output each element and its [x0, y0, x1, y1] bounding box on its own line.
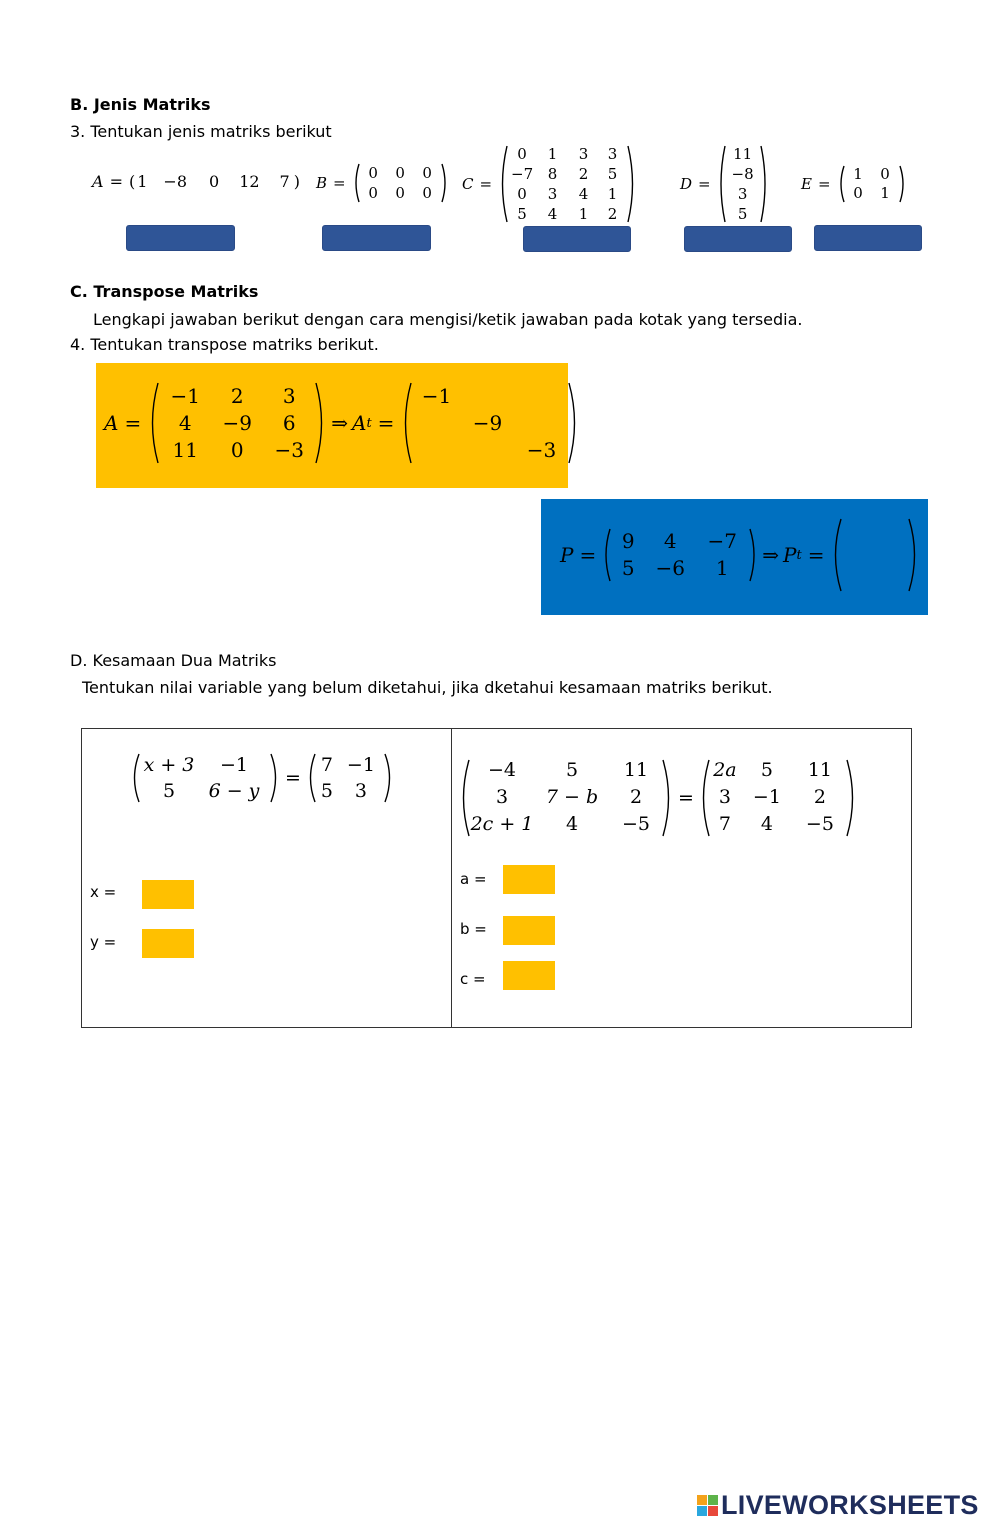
logo-text: LIVEWORKSHEETS [721, 1490, 979, 1520]
matrix-b-cell: 0 [368, 184, 378, 202]
implies-arrow: ⇒ [762, 543, 779, 567]
left-paren [130, 752, 140, 804]
matrix-e: E = 1 0 0 1 [801, 164, 907, 204]
matrix-c-cell: 3 [578, 145, 589, 163]
matrix-b-grid [360, 163, 441, 203]
equality-right-lhs [470, 757, 662, 838]
matrix-cell: 2c + 1 [470, 813, 534, 835]
transpose-cell: −3 [526, 437, 557, 462]
matrix-b-label: B [316, 174, 328, 192]
matrix-c: C = 0 1 3 3 −7 8 2 5 0 3 4 1 5 4 1 2 [462, 144, 637, 224]
matrix-a-cell: 12 [239, 172, 260, 191]
matrix-cell: −3 [274, 437, 304, 462]
left-paren [698, 758, 710, 838]
table-divider [451, 729, 452, 1027]
matrix-c-cell: 2 [607, 205, 618, 223]
answer-input-a[interactable] [126, 225, 235, 251]
answer-input-a-var[interactable] [503, 865, 555, 894]
matrix-cell: −1 [219, 754, 248, 776]
matrix-c-cell: 3 [607, 145, 618, 163]
matrix-c-cell: 4 [578, 185, 589, 203]
matrix-d-cell: 3 [737, 185, 748, 203]
left-paren [602, 527, 611, 583]
matrix-cell: 3 [354, 780, 367, 802]
equals-sign: = [678, 786, 694, 809]
matrix-cell: 2 [629, 786, 643, 808]
matrix-e-label: E [801, 175, 812, 193]
transpose-p-blank[interactable] [842, 517, 908, 593]
right-paren [760, 144, 769, 224]
matrix-b-cell: 0 [368, 164, 378, 182]
matrix-label: A [104, 411, 119, 435]
matrix-cell: 5 [565, 759, 579, 781]
matrix-label: P [560, 543, 574, 567]
implies-arrow: ⇒ [331, 411, 348, 435]
left-paren [458, 758, 470, 838]
matrix-c-cell: 1 [547, 145, 558, 163]
matrix-p-grid [611, 528, 749, 582]
matrix-c-cell: 5 [517, 205, 527, 223]
matrix-cell: 5 [320, 780, 333, 802]
matrix-c-cell: 8 [547, 165, 558, 183]
matrix-cell: −1 [752, 786, 781, 808]
matrix-c-cell: −7 [511, 165, 534, 183]
matrix-cell: 5 [621, 556, 635, 580]
matrix-cell: −4 [487, 759, 516, 781]
matrix-b-cell: 0 [395, 164, 405, 182]
equals-sign: = [579, 543, 597, 567]
matrix-cell: 4 [663, 529, 677, 553]
transpose-a-panel [96, 363, 568, 488]
matrix-a-label: A [92, 172, 104, 191]
section-c-title: C. Transpose Matriks [70, 282, 259, 301]
matrix-cell: −1 [170, 383, 200, 408]
matrix-cell: 11 [807, 759, 833, 781]
matrix-e-cell: 1 [853, 165, 863, 183]
transpose-cell: −1 [421, 383, 452, 408]
matrix-d-cell: −8 [731, 165, 754, 183]
answer-label-c: c = [460, 970, 486, 988]
right-paren [270, 752, 280, 804]
matrix-cell: 6 − y [208, 780, 260, 802]
left-paren [306, 752, 316, 804]
matrix-cell: 5 [162, 780, 176, 802]
answer-input-x[interactable] [142, 880, 194, 909]
right-paren [908, 517, 920, 593]
matrix-a-cell: −8 [163, 172, 187, 191]
matrix-cell: 0 [230, 437, 244, 462]
equality-left [130, 752, 394, 804]
matrix-cell: 1 [715, 556, 729, 580]
equality-right [458, 757, 858, 838]
matrix-d: D = 11 −8 3 5 [680, 144, 769, 224]
matrix-c-label: C [462, 175, 474, 193]
answer-label-y: y = [90, 933, 117, 951]
left-paren [837, 164, 845, 204]
matrix-c-cell: 2 [578, 165, 589, 183]
matrix-c-cell: 1 [607, 185, 618, 203]
right-paren [662, 758, 674, 838]
matrix-cell: −6 [655, 556, 685, 580]
answer-input-c[interactable] [523, 226, 631, 252]
question-3: 3. Tentukan jenis matriks berikut [70, 122, 332, 141]
matrix-e-cell: 1 [880, 184, 890, 202]
right-paren [441, 162, 449, 204]
matrix-c-cell: 3 [547, 185, 558, 203]
right-paren [749, 527, 758, 583]
section-c-instruction: Lengkapi jawaban berikut dengan cara mengisi/ketik jawaban pada kotak yang tersedia. [93, 310, 803, 329]
answer-input-c-var[interactable] [503, 961, 555, 990]
matrix-cell: 2 [230, 383, 244, 408]
equals-sign: = [807, 543, 825, 567]
matrix-cell: 4 [178, 410, 192, 435]
matrix-cell: −5 [805, 813, 834, 835]
section-b-title: B. Jenis Matriks [70, 95, 211, 114]
transpose-sup: t [796, 547, 802, 563]
left-paren [400, 381, 412, 465]
matrix-a-cell: 7 [279, 172, 290, 191]
matrix-b-cell: 0 [395, 184, 405, 202]
matrix-cell: 3 [495, 786, 509, 808]
right-paren [315, 381, 327, 465]
matrix-c-cell: 5 [607, 165, 618, 183]
matrix-cell: x + 3 [143, 754, 195, 776]
right-paren [627, 144, 637, 224]
answer-input-d[interactable] [684, 226, 792, 252]
matrix-c-grid [508, 144, 627, 224]
equals-sign: = [285, 767, 301, 789]
matrix-e-cell: 0 [880, 165, 890, 183]
left-paren [717, 144, 726, 224]
left-paren [830, 517, 842, 593]
equals-sign: = [377, 411, 395, 435]
matrix-cell: 9 [621, 529, 635, 553]
matrix-e-grid [845, 165, 899, 203]
matrix-d-cell: 11 [733, 145, 753, 163]
left-paren [498, 144, 508, 224]
matrix-a-cell: 0 [209, 172, 220, 191]
matrix-cell: 4 [760, 813, 773, 835]
matrix-cell: 11 [172, 437, 198, 462]
matrix-cell: 2a [713, 759, 737, 781]
matrix-cell: −7 [707, 529, 737, 553]
transpose-p-panel [541, 499, 928, 615]
left-paren [352, 162, 360, 204]
answer-label-x: x = [90, 883, 117, 901]
matrix-d-label: D [680, 175, 693, 193]
right-paren [899, 164, 907, 204]
matrix-c-cell: 0 [517, 145, 527, 163]
matrix-d-cell: 5 [737, 205, 748, 223]
matrix-d-grid [726, 144, 760, 224]
transpose-label: P [783, 543, 797, 567]
matrix-cell: 7 [320, 754, 333, 776]
matrix-cell: 11 [623, 759, 649, 781]
equality-left-lhs [140, 752, 270, 804]
answer-label-a: a = [460, 870, 487, 888]
matrix-c-cell: 1 [578, 205, 589, 223]
section-d-instruction: Tentukan nilai variable yang belum diketahui, jika dketahui kesamaan matriks berikut. [82, 678, 773, 697]
matrix-cell: 6 [282, 410, 296, 435]
section-d-title: D. Kesamaan Dua Matriks [70, 651, 277, 670]
matrix-c-cell: 4 [547, 205, 558, 223]
right-paren [384, 752, 394, 804]
transpose-label: A [351, 411, 367, 435]
question-4: 4. Tentukan transpose matriks berikut. [70, 335, 379, 354]
transpose-cell: −9 [472, 410, 503, 435]
transpose-a-grid [412, 383, 568, 464]
matrix-e-cell: 0 [853, 184, 863, 202]
matrix-b-cell: 0 [422, 164, 432, 182]
matrix-cell: −9 [222, 410, 252, 435]
answer-input-y[interactable] [142, 929, 194, 958]
right-paren [846, 758, 858, 838]
matrix-cell: 7 [718, 813, 731, 835]
matrix-cell: −5 [621, 813, 650, 835]
matrix-a-grid [159, 383, 315, 464]
transpose-p-expression [560, 517, 920, 593]
left-paren [147, 381, 159, 465]
matrix-a-row: A = ( 1 −8 0 12 7 ) [92, 172, 300, 191]
matrix-a-cell: 1 [137, 172, 148, 191]
liveworksheets-logo [697, 1490, 979, 1521]
matrix-b-cell: 0 [422, 184, 432, 202]
transpose-sup: t [366, 415, 372, 431]
equality-right-rhs [710, 757, 846, 838]
right-paren [568, 381, 580, 465]
answer-input-b-var[interactable] [503, 916, 555, 945]
matrix-cell: 5 [760, 759, 773, 781]
matrix-cell: −1 [346, 754, 375, 776]
matrix-cell: 7 − b [545, 786, 599, 808]
answer-input-b[interactable] [322, 225, 431, 251]
matrix-c-cell: 0 [517, 185, 527, 203]
logo-icon [697, 1495, 718, 1516]
matrix-cell: 2 [813, 786, 826, 808]
matrix-cell: 3 [282, 383, 296, 408]
answer-label-b: b = [460, 920, 487, 938]
answer-input-e[interactable] [814, 225, 922, 251]
equals-sign: = [124, 411, 142, 435]
matrix-cell: 4 [565, 813, 579, 835]
matrix-b: B = 0 0 0 0 0 0 [316, 162, 449, 204]
equality-left-rhs [316, 752, 384, 804]
matrix-cell: 3 [718, 786, 731, 808]
transpose-a-expression [104, 381, 580, 465]
